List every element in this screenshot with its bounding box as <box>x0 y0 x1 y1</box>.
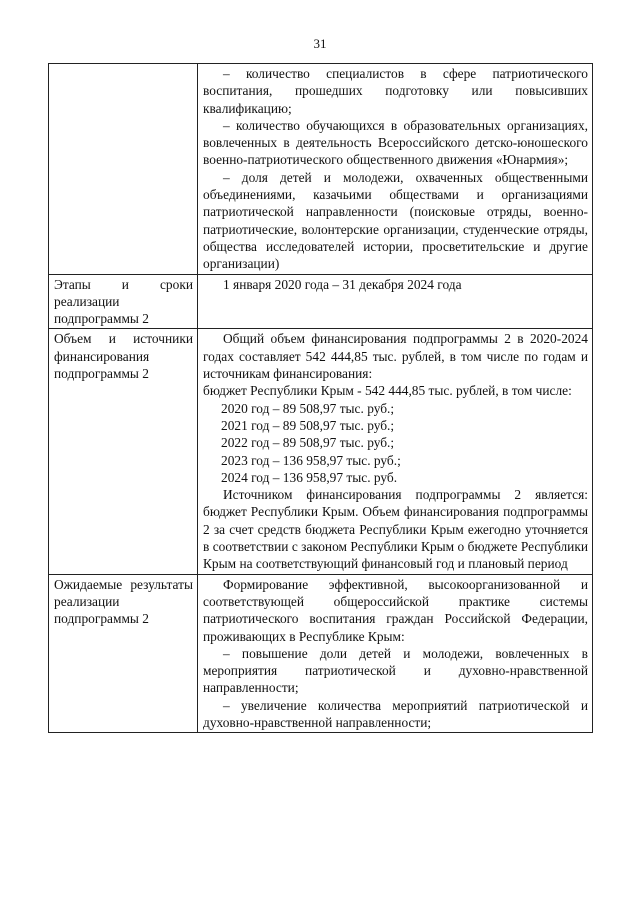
row-label-results-text: Ожидаемые результаты реализации подпрограммы 2 <box>54 576 193 627</box>
subprogram-passport-table <box>48 63 593 733</box>
indicator-item: – доля детей и молодежи, охваченных общественными объединениями, казачьими обществами и организациями патриотической направленности (поисковые отряды, военно-патриотические, волонтерские организации, студенческие отряды, общества исследователей истории, просветительские и другие организации) <box>203 169 588 272</box>
financing-source: Источником финансирования подпрограммы 2 является: бюджет Республики Крым. Объем финансирования подпрограммы 2 за счет средств бюджета Республики Крым ежегодно уточняется в соответствии с законом Республики Крым о бюджете Республики Крым на соответствующий финансовый год и плановый период <box>203 487 588 572</box>
row-content-indicators <box>198 64 593 275</box>
indicator-item: – количество обучающихся в образовательных организациях, вовлеченных в деятельность Всероссийского детско-юношеского военно-патриотического общественного движения «Юнармия»; <box>203 117 588 168</box>
row-label-financing-rest: финансирования подпрограммы 2 <box>54 348 150 382</box>
financing-year-line: 2021 год – 89 508,97 тыс. руб.; <box>221 417 395 433</box>
row-label-stages-rest: реализации подпрограммы 2 <box>54 293 149 327</box>
row-label-results <box>49 574 198 733</box>
indicator-item: – количество специалистов в сфере патриотического воспитания, прошедших подготовку или повысивших квалификацию; <box>203 66 588 116</box>
financing-year-line: 2022 год – 89 508,97 тыс. руб.; <box>221 435 395 451</box>
stages-period: 1 января 2020 года – 31 декабря 2024 года <box>223 276 462 292</box>
row-label-stages-line1: Этапы и сроки <box>54 276 193 292</box>
table-row-indicators <box>49 64 593 275</box>
financing-budget: бюджет Республики Крым - 542 444,85 тыс. рублей, в том числе: <box>203 383 572 399</box>
table-row-results <box>49 574 593 733</box>
row-content-stages <box>198 274 593 329</box>
table-row-financing <box>49 329 593 574</box>
table-row-stages <box>49 274 593 329</box>
row-label-stages <box>49 274 198 329</box>
row-content-results <box>198 574 593 733</box>
page-number: 31 <box>313 36 327 51</box>
financing-year-line: 2024 год – 136 958,97 тыс. руб. <box>221 469 398 485</box>
row-content-financing <box>198 329 593 574</box>
results-intro: Формирование эффективной, высокоорганизованной и соответствующей общероссийской практике системы патриотического воспитания граждан Российской Федерации, проживающих в Республике Крым: <box>203 576 588 644</box>
financing-intro: Общий объем финансирования подпрограммы 2 в 2020-2024 годах составляет 542 444,85 тыс. рублей, в том числе по годам и источникам финансирования: <box>203 331 588 382</box>
row-label-indicators <box>49 64 198 275</box>
result-item: – повышение доли детей и молодежи, вовлеченных в мероприятия патриотической и духовно-нравственной направленности; <box>203 645 588 696</box>
result-item: – увеличение количества мероприятий патриотической и духовно-нравственной направленности; <box>203 697 588 730</box>
row-label-financing <box>49 329 198 574</box>
financing-year-line: 2023 год – 136 958,97 тыс. руб.; <box>221 452 401 468</box>
row-label-financing-line1: Объем и источники <box>54 331 193 347</box>
financing-year-line: 2020 год – 89 508,97 тыс. руб.; <box>221 400 395 416</box>
